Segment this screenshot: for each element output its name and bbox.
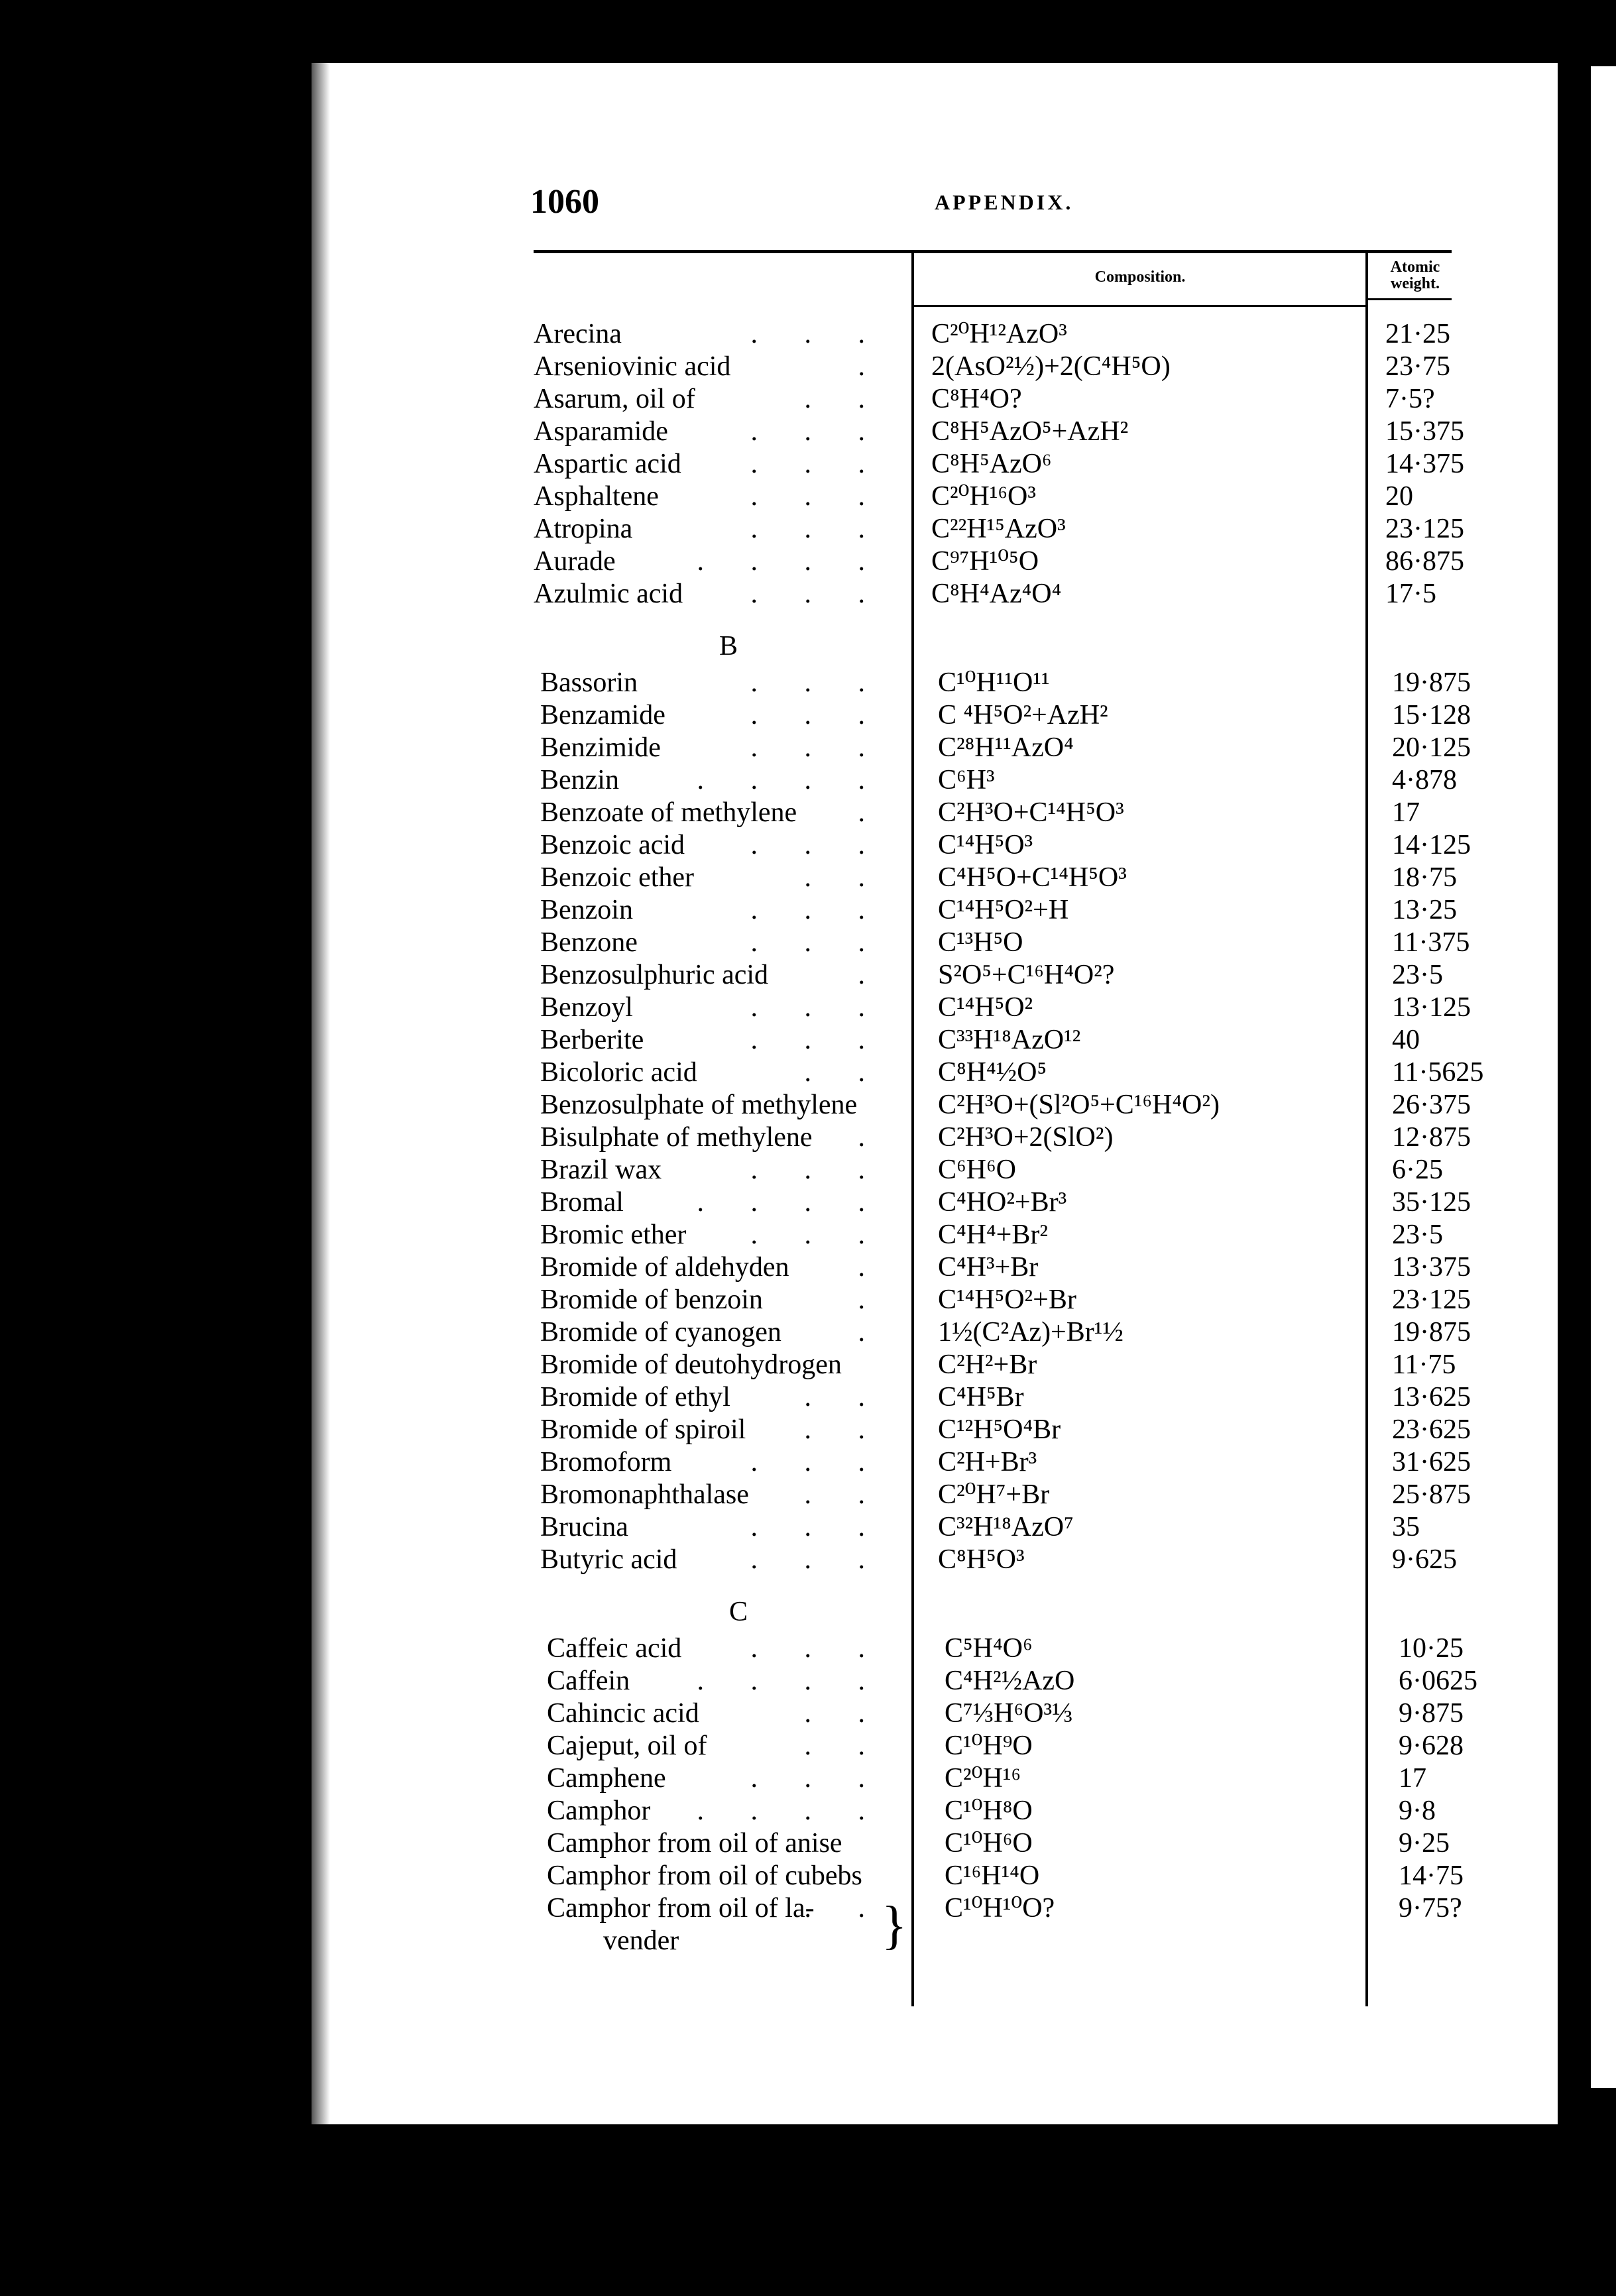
compound-name: Benzoin bbox=[540, 895, 633, 925]
atomic-weight: 11·375 bbox=[1392, 927, 1470, 958]
top-rule bbox=[534, 250, 1452, 253]
leader-dots: . . . bbox=[750, 667, 885, 698]
compound-name-continued: vender bbox=[603, 1925, 679, 1956]
atomic-weight: 9·875 bbox=[1399, 1698, 1464, 1729]
leader-dots: . . . bbox=[750, 579, 885, 609]
compound-name: Caffeic acid bbox=[547, 1633, 682, 1664]
compound-name: Brucina bbox=[540, 1512, 628, 1542]
atomic-weight: 13·25 bbox=[1392, 895, 1457, 925]
composition-formula: C²⁰H¹⁶O³ bbox=[931, 481, 1036, 512]
composition-formula: C²⁰H¹²AzO³ bbox=[931, 319, 1067, 349]
atomic-weight: 86·875 bbox=[1385, 546, 1464, 577]
leader-dots: . . bbox=[804, 1698, 885, 1729]
table-row bbox=[312, 1446, 1558, 1479]
table-row bbox=[312, 318, 1558, 351]
composition-formula: C¹⁰H⁶O bbox=[945, 1828, 1033, 1859]
page-number: 1060 bbox=[530, 183, 599, 221]
composition-formula: C¹⁶H¹⁴O bbox=[945, 1861, 1040, 1891]
leader-dots: . . . . bbox=[697, 1666, 885, 1696]
leader-dots: . bbox=[858, 797, 885, 828]
leader-dots: . . . . bbox=[697, 1187, 885, 1218]
compound-name: Arseniovinic acid bbox=[534, 351, 731, 382]
table-row bbox=[312, 1860, 1558, 1892]
composition-formula: 1½(C²Az)+Br¹½ bbox=[938, 1317, 1124, 1348]
compound-name: Bromonaphthalase bbox=[540, 1479, 749, 1510]
atomic-weight: 23·75 bbox=[1385, 351, 1450, 382]
leader-dots: . . . bbox=[750, 1155, 885, 1185]
leader-dots: . . . bbox=[750, 1763, 885, 1794]
atomic-weight: 23·125 bbox=[1392, 1285, 1471, 1315]
leader-dots: . . . bbox=[750, 1025, 885, 1055]
compound-name: Bisulphate of methylene bbox=[540, 1122, 813, 1153]
atomic-weight: 7·5? bbox=[1385, 384, 1435, 414]
composition-formula: C⁸H⁴Az⁴O⁴ bbox=[931, 579, 1062, 609]
composition-formula: C¹²H⁵O⁴Br bbox=[938, 1414, 1061, 1445]
atomic-weight: 23·625 bbox=[1392, 1414, 1471, 1445]
atomic-weight: 12·875 bbox=[1392, 1122, 1471, 1153]
leader-dots: . . . bbox=[750, 416, 885, 447]
table-row bbox=[312, 667, 1558, 699]
compound-name: Benzosulphuric acid bbox=[540, 960, 769, 990]
atomic-weight: 6·25 bbox=[1392, 1155, 1443, 1185]
atomic-weight: 13·125 bbox=[1392, 992, 1471, 1023]
atomic-weight: 15·375 bbox=[1385, 416, 1464, 447]
table-row bbox=[312, 797, 1558, 829]
compound-name: Benzoic acid bbox=[540, 830, 685, 860]
compound-name: Asparamide bbox=[534, 416, 668, 447]
composition-formula: C¹⁴H⁵O³ bbox=[938, 830, 1033, 860]
table-row bbox=[312, 351, 1558, 383]
leader-dots: . bbox=[858, 1122, 885, 1153]
composition-formula: C²⁸H¹¹AzO⁴ bbox=[938, 732, 1074, 763]
composition-formula: C⁸H⁵AzO⁵+AzH² bbox=[931, 416, 1129, 447]
composition-formula: C⁸H⁵AzO⁶ bbox=[931, 449, 1052, 479]
table-row bbox=[312, 1154, 1558, 1186]
leader-dots: . . . bbox=[750, 1544, 885, 1575]
compound-name: Aurade bbox=[534, 546, 616, 577]
composition-formula: C¹⁰H⁸O bbox=[945, 1796, 1033, 1826]
table-row bbox=[312, 1827, 1558, 1860]
compound-name: Benzin bbox=[540, 765, 619, 795]
atomic-weight: 9·8 bbox=[1399, 1796, 1436, 1826]
leader-dots: . . bbox=[804, 1731, 885, 1761]
compound-name: Bromide of cyanogen bbox=[540, 1317, 781, 1348]
compound-name: Benzoic ether bbox=[540, 862, 695, 893]
composition-formula: C⁴H³+Br bbox=[938, 1252, 1039, 1283]
table-row bbox=[312, 927, 1558, 959]
composition-formula: C⁴HO²+Br³ bbox=[938, 1187, 1067, 1218]
atomic-weight: 17 bbox=[1399, 1763, 1426, 1794]
table-row bbox=[312, 992, 1558, 1024]
composition-formula: C³³H¹⁸AzO¹² bbox=[938, 1025, 1081, 1055]
composition-formula: C²²H¹⁵AzO³ bbox=[931, 514, 1066, 544]
table-row bbox=[312, 699, 1558, 732]
composition-formula: C¹⁰H¹⁰O? bbox=[945, 1893, 1055, 1923]
atomic-weight: 35 bbox=[1392, 1512, 1420, 1542]
atomic-weight: 13·625 bbox=[1392, 1382, 1471, 1412]
composition-formula: C²H+Br³ bbox=[938, 1447, 1037, 1477]
atomic-weight: 10·25 bbox=[1399, 1633, 1464, 1664]
composition-formula: C¹⁴H⁵O²+H bbox=[938, 895, 1069, 925]
leader-dots: . . . bbox=[750, 700, 885, 730]
composition-formula: C⁷⅓H⁶O³⅓ bbox=[945, 1698, 1073, 1729]
leader-dots: . . . . bbox=[697, 765, 885, 795]
compound-name: Asphaltene bbox=[534, 481, 659, 512]
atomic-weight: 23·5 bbox=[1392, 960, 1443, 990]
atomic-weight: 14·75 bbox=[1399, 1861, 1464, 1891]
table-row bbox=[312, 513, 1558, 545]
table-row bbox=[312, 481, 1558, 513]
atomic-weight: 9·628 bbox=[1399, 1731, 1464, 1761]
compound-name: Azulmic acid bbox=[534, 579, 683, 609]
table-row bbox=[312, 448, 1558, 481]
leader-dots: . . . bbox=[750, 927, 885, 958]
atomic-weight: 19·875 bbox=[1392, 667, 1471, 698]
compound-name: Benzimide bbox=[540, 732, 661, 763]
composition-formula: S²O⁵+C¹⁶H⁴O²? bbox=[938, 960, 1115, 990]
compound-name: Cahincic acid bbox=[547, 1698, 699, 1729]
table-row bbox=[312, 1892, 1558, 1956]
table-row bbox=[312, 383, 1558, 416]
composition-formula: C⁴H⁵Br bbox=[938, 1382, 1024, 1412]
leader-dots: . bbox=[858, 960, 885, 990]
leader-dots: . . . bbox=[750, 895, 885, 925]
leader-dots: . . . bbox=[750, 830, 885, 860]
composition-header: Composition. bbox=[1094, 268, 1186, 286]
table-row bbox=[312, 1284, 1558, 1316]
compound-name: Bicoloric acid bbox=[540, 1057, 697, 1088]
composition-formula: C¹⁰H¹¹O¹¹ bbox=[938, 667, 1050, 698]
atomic-weight: 19·875 bbox=[1392, 1317, 1471, 1348]
table-row bbox=[312, 959, 1558, 992]
atomic-weight: 23·5 bbox=[1392, 1220, 1443, 1250]
weight-header-line1: Atomic bbox=[1390, 258, 1440, 276]
leader-dots: . bbox=[858, 351, 885, 382]
atomic-weight: 11·75 bbox=[1392, 1349, 1456, 1380]
composition-formula: C²⁰H⁷+Br bbox=[938, 1479, 1050, 1510]
table-row bbox=[312, 1730, 1558, 1762]
atomic-weight: 9·25 bbox=[1399, 1828, 1450, 1859]
compound-name: Caffein bbox=[547, 1666, 630, 1696]
compound-name: Camphene bbox=[547, 1763, 666, 1794]
leader-dots: . . bbox=[804, 1893, 885, 1923]
composition-formula: C⁵H⁴O⁶ bbox=[945, 1633, 1033, 1664]
table-row bbox=[312, 1633, 1558, 1665]
table-row bbox=[312, 894, 1558, 927]
table-row bbox=[312, 732, 1558, 764]
book-page bbox=[312, 63, 1558, 2124]
atomic-weight: 23·125 bbox=[1385, 514, 1464, 544]
table-row bbox=[312, 1665, 1558, 1697]
atomic-weight: 20·125 bbox=[1392, 732, 1471, 763]
composition-formula: C²⁰H¹⁶ bbox=[945, 1763, 1021, 1794]
leader-dots: . . . bbox=[750, 449, 885, 479]
composition-formula: 2(AsO²½)+2(C⁴H⁵O) bbox=[931, 351, 1171, 382]
table-row bbox=[312, 1762, 1558, 1795]
composition-formula: C⁸H⁴½O⁵ bbox=[938, 1057, 1047, 1088]
composition-formula: C⁴H⁵O+C¹⁴H⁵O³ bbox=[938, 862, 1127, 893]
table-row bbox=[312, 1186, 1558, 1219]
composition-header-rule bbox=[911, 305, 1365, 307]
weight-header-rule bbox=[1365, 298, 1452, 300]
leader-dots: . . bbox=[804, 384, 885, 414]
leader-dots: . . . . bbox=[697, 546, 885, 577]
running-head: APPENDIX. bbox=[935, 190, 1074, 214]
compound-name: Brazil wax bbox=[540, 1155, 662, 1185]
table-row bbox=[312, 578, 1558, 610]
table-row bbox=[312, 545, 1558, 578]
compound-name: Bromide of benzoin bbox=[540, 1285, 763, 1315]
compound-name: Berberite bbox=[540, 1025, 644, 1055]
composition-formula: C⁶H⁶O bbox=[938, 1155, 1016, 1185]
compound-name: Bromic ether bbox=[540, 1220, 687, 1250]
compound-name: Benzoate of methylene bbox=[540, 797, 797, 828]
table-row bbox=[312, 1121, 1558, 1154]
table-row bbox=[312, 1511, 1558, 1544]
table-row bbox=[312, 1024, 1558, 1057]
atomic-weight: 20 bbox=[1385, 481, 1413, 512]
composition-formula: C¹⁰H⁹O bbox=[945, 1731, 1033, 1761]
atomic-weight: 31·625 bbox=[1392, 1447, 1471, 1477]
leader-dots: . bbox=[858, 1317, 885, 1348]
leader-dots: . . . bbox=[750, 1447, 885, 1477]
compound-name: Camphor from oil of cubebs bbox=[547, 1861, 862, 1891]
atomic-weight: 35·125 bbox=[1392, 1187, 1471, 1218]
compound-name: Butyric acid bbox=[540, 1544, 677, 1575]
leader-dots: . . . bbox=[750, 1220, 885, 1250]
atomic-weight: 4·878 bbox=[1392, 765, 1457, 795]
atomic-weight: 13·375 bbox=[1392, 1252, 1471, 1283]
leader-dots: . . . bbox=[750, 1633, 885, 1664]
leader-dots: . . bbox=[804, 1382, 885, 1412]
compound-name: Camphor bbox=[547, 1796, 651, 1826]
atomic-weight: 17 bbox=[1392, 797, 1420, 828]
compound-name: Asarum, oil of bbox=[534, 384, 695, 414]
table-row bbox=[312, 1697, 1558, 1730]
composition-formula: C⁸H⁴O? bbox=[931, 384, 1022, 414]
table-row bbox=[312, 1057, 1558, 1089]
table-row bbox=[312, 416, 1558, 448]
leader-dots: . . bbox=[804, 862, 885, 893]
atomic-weight: 21·25 bbox=[1385, 319, 1450, 349]
section-letter: C bbox=[729, 1597, 748, 1627]
leader-dots: . . . . bbox=[697, 1796, 885, 1826]
table-row bbox=[312, 1219, 1558, 1251]
atomic-weight: 9·75? bbox=[1399, 1893, 1462, 1923]
compound-name: Bromoform bbox=[540, 1447, 672, 1477]
compound-name: Bassorin bbox=[540, 667, 638, 698]
table-row bbox=[312, 1381, 1558, 1414]
compound-name: Bromal bbox=[540, 1187, 624, 1218]
compound-name: Bromide of aldehyden bbox=[540, 1252, 789, 1283]
compound-name: Arecina bbox=[534, 319, 622, 349]
leader-dots: . . . bbox=[750, 732, 885, 763]
table-row bbox=[312, 1349, 1558, 1381]
leader-dots: . . . bbox=[750, 1512, 885, 1542]
leader-dots: . bbox=[858, 1285, 885, 1315]
composition-formula: C¹³H⁵O bbox=[938, 927, 1023, 958]
composition-formula: C¹⁴H⁵O² bbox=[938, 992, 1033, 1023]
composition-formula: C¹⁴H⁵O²+Br bbox=[938, 1285, 1076, 1315]
leader-dots: . . bbox=[804, 1414, 885, 1445]
table-row bbox=[312, 1544, 1558, 1576]
compound-name: Camphor from oil of la- bbox=[547, 1893, 815, 1923]
atomic-weight: 6·0625 bbox=[1399, 1666, 1477, 1696]
atomic-weight: 40 bbox=[1392, 1025, 1420, 1055]
leader-dots: . bbox=[858, 1252, 885, 1283]
leader-dots: . . . bbox=[750, 514, 885, 544]
table-row bbox=[312, 1795, 1558, 1827]
section-letter: B bbox=[719, 631, 738, 661]
compound-name: Benzamide bbox=[540, 700, 665, 730]
atomic-weight: 18·75 bbox=[1392, 862, 1457, 893]
atomic-weight: 14·125 bbox=[1392, 830, 1471, 860]
composition-formula: C⁴H⁴+Br² bbox=[938, 1220, 1048, 1250]
composition-formula: C⁹⁷H¹⁰⁵O bbox=[931, 546, 1039, 577]
composition-formula: C⁴H²½AzO bbox=[945, 1666, 1075, 1696]
composition-formula: C⁸H⁵O³ bbox=[938, 1544, 1025, 1575]
facing-page-edge bbox=[1591, 66, 1616, 2088]
atomic-weight: 14·375 bbox=[1385, 449, 1464, 479]
composition-formula: C ⁴H⁵O²+AzH² bbox=[938, 700, 1108, 730]
composition-formula: C²H³O+2(SlO²) bbox=[938, 1122, 1114, 1153]
composition-formula: C²H²+Br bbox=[938, 1349, 1037, 1380]
table-row bbox=[312, 764, 1558, 797]
brace-symbol: } bbox=[882, 1896, 907, 1955]
leader-dots: . . bbox=[804, 1057, 885, 1088]
atomic-weight: 11·5625 bbox=[1392, 1057, 1484, 1088]
composition-formula: C³²H¹⁸AzO⁷ bbox=[938, 1512, 1074, 1542]
atomic-weight: 15·128 bbox=[1392, 700, 1471, 730]
composition-formula: C²H³O+C¹⁴H⁵O³ bbox=[938, 797, 1124, 828]
table-row bbox=[312, 862, 1558, 894]
leader-dots: . . . bbox=[750, 481, 885, 512]
table-row bbox=[312, 829, 1558, 862]
atomic-weight: 17·5 bbox=[1385, 579, 1436, 609]
leader-dots: . . bbox=[804, 1479, 885, 1510]
compound-name: Bromide of spiroil bbox=[540, 1414, 746, 1445]
composition-formula: C²H³O+(Sl²O⁵+C¹⁶H⁴O²) bbox=[938, 1090, 1220, 1120]
compound-name: Bromide of deutohydrogen bbox=[540, 1349, 842, 1380]
compound-name: Aspartic acid bbox=[534, 449, 681, 479]
compound-name: Atropina bbox=[534, 514, 633, 544]
compound-name: Benzoyl bbox=[540, 992, 633, 1023]
leader-dots: . . . bbox=[750, 992, 885, 1023]
table-row bbox=[312, 1251, 1558, 1284]
leader-dots: . . . bbox=[750, 319, 885, 349]
composition-formula: C⁶H³ bbox=[938, 765, 995, 795]
table-row bbox=[312, 1089, 1558, 1121]
atomic-weight: 9·625 bbox=[1392, 1544, 1457, 1575]
table-row bbox=[312, 1414, 1558, 1446]
compound-name: Cajeput, oil of bbox=[547, 1731, 707, 1761]
weight-header-line2: weight. bbox=[1391, 275, 1440, 292]
table-row bbox=[312, 1316, 1558, 1349]
compound-name: Camphor from oil of anise bbox=[547, 1828, 842, 1859]
compound-name: Benzosulphate of methylene bbox=[540, 1090, 858, 1120]
atomic-weight: 26·375 bbox=[1392, 1090, 1471, 1120]
atomic-weight: 25·875 bbox=[1392, 1479, 1471, 1510]
compound-name: Bromide of ethyl bbox=[540, 1382, 730, 1412]
table-row bbox=[312, 1479, 1558, 1511]
compound-name: Benzone bbox=[540, 927, 638, 958]
